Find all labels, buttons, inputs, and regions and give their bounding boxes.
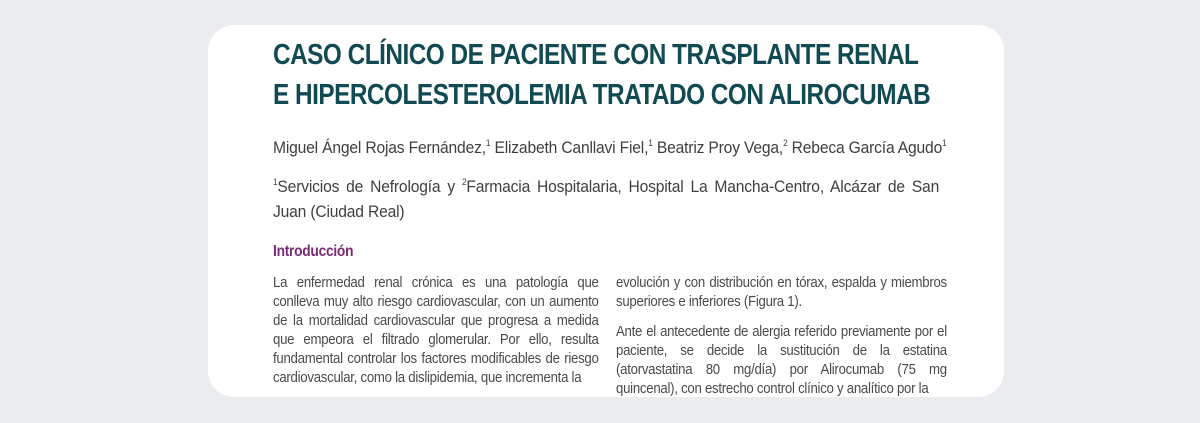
body-column-left (273, 273, 599, 397)
author-list (273, 138, 947, 158)
body-column-right (616, 273, 947, 397)
author-affiliation-marker: 1 (485, 138, 491, 148)
affiliation-marker: 1 (273, 177, 278, 187)
author-affiliation-marker: 1 (648, 138, 653, 148)
author-name: Rebeca García Agudo (787, 138, 943, 157)
body-paragraph: evolución y con distribución en tórax, espalda y miembros superiores e inferiores (Figura 1). (616, 274, 947, 310)
affiliation-marker: 2 (461, 177, 467, 187)
author-name: Elizabeth Canllavi Fiel, (490, 138, 649, 157)
author-affiliations (273, 174, 939, 224)
article-title (273, 35, 931, 115)
author-name: Beatriz Proy Vega, (652, 138, 784, 157)
body-paragraph: Ante el antecedente de alergia referido previamente por el paciente, se decide la sustitución de la estatina (atorvastatina 80 mg/día) por Alirocumab (75 mg quincenal), con estrecho control clínico y analítico por la (616, 323, 947, 397)
author-affiliation-marker: 2 (783, 138, 788, 148)
author-name: Miguel Ángel Rojas Fernández, (273, 138, 486, 157)
article-card (208, 25, 1004, 397)
section-heading: Introducción (273, 243, 354, 260)
author-affiliation-marker: 1 (942, 138, 947, 148)
body-paragraph: La enfermedad renal crónica es una patología que conlleva muy alto riesgo cardiovascular, con un aumento de la mortalidad cardiovascular que progresa a medida que empeora el filtrado glomerular. Por ello, resulta fundamental controlar los factores modificables de riesgo cardiovascular, como la dislipidemia, que incrementa la (273, 274, 599, 386)
affiliation-text: Farmacia Hospitalaria, Hospital La Mancha-Centro, Alcázar de San Juan (Ciudad Real) (273, 177, 940, 221)
article-title-line-1: CASO CLÍNICO DE PACIENTE CON TRASPLANTE RENAL (273, 39, 919, 71)
article-title-line-2: E HIPERCOLESTEROLEMIA TRATADO CON ALIROCUMAB (273, 79, 931, 111)
affiliation-text: Servicios de Nefrología y (277, 177, 462, 196)
